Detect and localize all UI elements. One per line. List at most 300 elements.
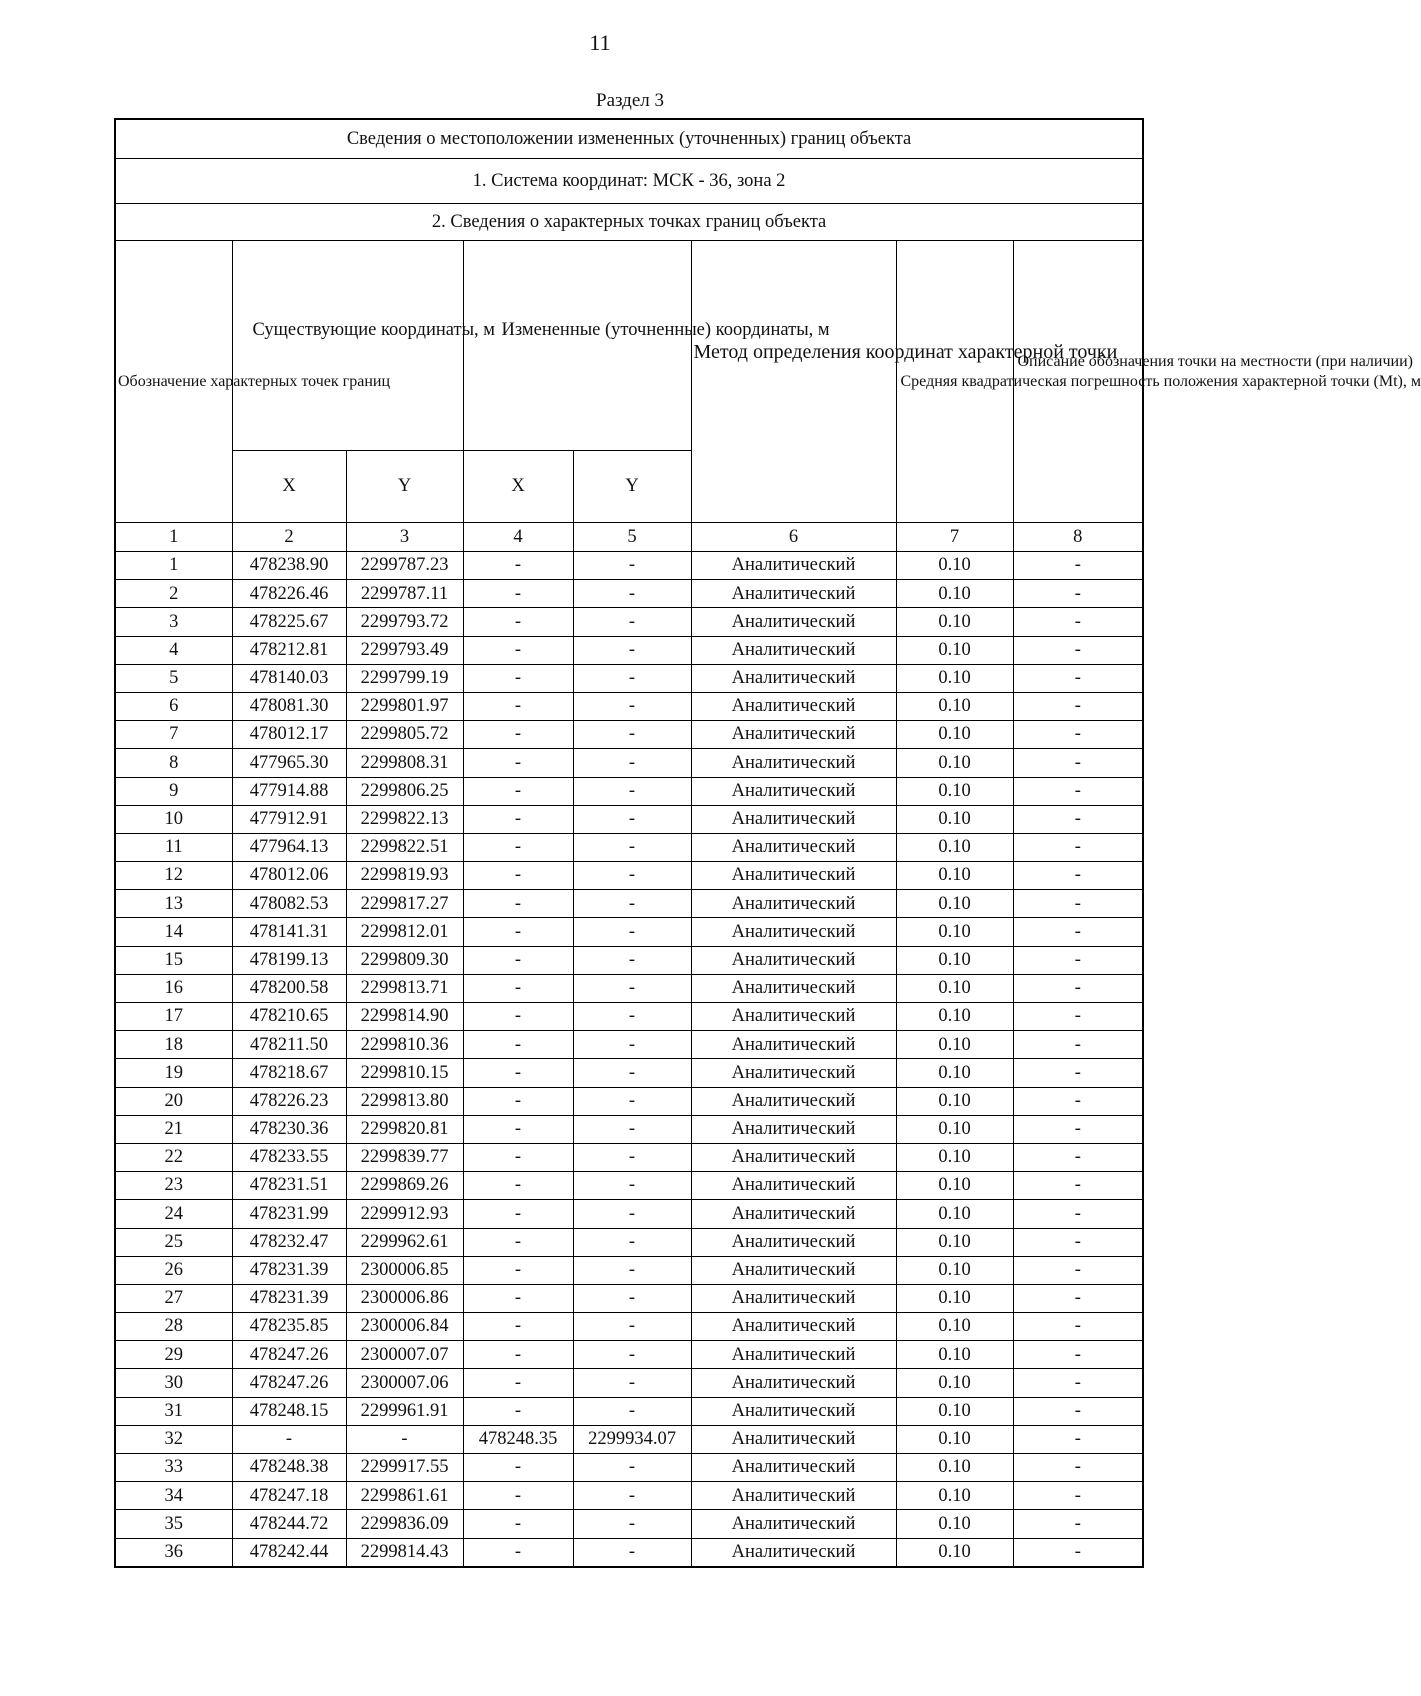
coord-system: 1. Система координат: МСК - 36, зона 2 [115, 159, 1143, 204]
cell-existing-y: 2299839.77 [346, 1143, 463, 1171]
header-description: Описание обозначения точки на местности (при наличии) [1013, 241, 1143, 523]
table-row [115, 1425, 1143, 1453]
cell-existing-y: 2299962.61 [346, 1228, 463, 1256]
cell-description: - [1013, 749, 1143, 777]
cell-existing-x: 478210.65 [232, 1003, 346, 1031]
cell-method: Аналитический [691, 1172, 896, 1200]
cell-point-number: 25 [115, 1228, 232, 1256]
cell-method: Аналитический [691, 721, 896, 749]
cell-point-number: 13 [115, 890, 232, 918]
cell-existing-y: 2299793.49 [346, 636, 463, 664]
cell-method: Аналитический [691, 805, 896, 833]
cell-changed-x: - [463, 664, 573, 692]
cell-point-number: 35 [115, 1510, 232, 1538]
cell-existing-y: 2299810.15 [346, 1059, 463, 1087]
cell-error: 0.10 [896, 1482, 1013, 1510]
table-row [115, 777, 1143, 805]
cell-existing-y: 2299808.31 [346, 749, 463, 777]
cell-description: - [1013, 1115, 1143, 1143]
cell-point-number: 3 [115, 608, 232, 636]
cell-changed-y: - [573, 777, 691, 805]
cell-changed-x: 478248.35 [463, 1425, 573, 1453]
cell-changed-x: - [463, 1003, 573, 1031]
cell-existing-x: 478211.50 [232, 1031, 346, 1059]
cell-changed-x: - [463, 777, 573, 805]
cell-description: - [1013, 1200, 1143, 1228]
cell-point-number: 1 [115, 552, 232, 580]
cell-point-number: 18 [115, 1031, 232, 1059]
table-row [115, 1200, 1143, 1228]
table-row [115, 721, 1143, 749]
cell-error: 0.10 [896, 1425, 1013, 1453]
cell-description: - [1013, 1256, 1143, 1284]
header-x-existing: X [232, 451, 346, 523]
cell-changed-y: - [573, 946, 691, 974]
cell-changed-x: - [463, 580, 573, 608]
cell-changed-y: - [573, 1482, 691, 1510]
cell-changed-y: - [573, 1031, 691, 1059]
cell-existing-x: 478233.55 [232, 1143, 346, 1171]
cell-description: - [1013, 1538, 1143, 1567]
cell-changed-y: - [573, 805, 691, 833]
cell-point-number: 17 [115, 1003, 232, 1031]
cell-method: Аналитический [691, 1538, 896, 1567]
cell-description: - [1013, 721, 1143, 749]
cell-point-number: 4 [115, 636, 232, 664]
cell-error: 0.10 [896, 721, 1013, 749]
cell-existing-x: 478248.38 [232, 1454, 346, 1482]
cell-point-number: 20 [115, 1087, 232, 1115]
table-row [115, 1087, 1143, 1115]
cell-existing-x: 478231.39 [232, 1284, 346, 1312]
cell-method: Аналитический [691, 1200, 896, 1228]
cell-existing-y: 2300006.84 [346, 1313, 463, 1341]
cell-changed-y: - [573, 636, 691, 664]
cell-point-number: 26 [115, 1256, 232, 1284]
table-row [115, 1115, 1143, 1143]
cell-point-number: 29 [115, 1341, 232, 1369]
column-number: 7 [896, 523, 1013, 552]
table-row [115, 749, 1143, 777]
cell-description: - [1013, 1087, 1143, 1115]
cell-changed-x: - [463, 749, 573, 777]
cell-existing-y: 2299805.72 [346, 721, 463, 749]
cell-changed-x: - [463, 1200, 573, 1228]
cell-existing-y: 2299801.97 [346, 692, 463, 720]
cell-changed-y: - [573, 1397, 691, 1425]
cell-description: - [1013, 664, 1143, 692]
cell-method: Аналитический [691, 1510, 896, 1538]
cell-existing-x: 478244.72 [232, 1510, 346, 1538]
header-y-changed: Y [573, 451, 691, 523]
cell-point-number: 14 [115, 918, 232, 946]
cell-method: Аналитический [691, 749, 896, 777]
table-row [115, 918, 1143, 946]
cell-point-number: 16 [115, 974, 232, 1002]
cell-error: 0.10 [896, 974, 1013, 1002]
cell-changed-x: - [463, 1510, 573, 1538]
cell-changed-y: - [573, 1538, 691, 1567]
column-number: 8 [1013, 523, 1143, 552]
cell-existing-y: 2299836.09 [346, 1510, 463, 1538]
cell-error: 0.10 [896, 890, 1013, 918]
cell-method: Аналитический [691, 1003, 896, 1031]
cell-existing-x: 478141.31 [232, 918, 346, 946]
cell-error: 0.10 [896, 1369, 1013, 1397]
cell-changed-x: - [463, 1284, 573, 1312]
cell-existing-y: 2300006.86 [346, 1284, 463, 1312]
cell-error: 0.10 [896, 918, 1013, 946]
cell-description: - [1013, 1031, 1143, 1059]
cell-method: Аналитический [691, 1256, 896, 1284]
cell-method: Аналитический [691, 1143, 896, 1171]
cell-error: 0.10 [896, 1003, 1013, 1031]
cell-existing-y: 2299810.36 [346, 1031, 463, 1059]
cell-changed-x: - [463, 1256, 573, 1284]
column-number: 5 [573, 523, 691, 552]
cell-error: 0.10 [896, 1031, 1013, 1059]
cell-error: 0.10 [896, 664, 1013, 692]
cell-existing-x: 478200.58 [232, 974, 346, 1002]
cell-existing-y: 2299793.72 [346, 608, 463, 636]
column-number: 1 [115, 523, 232, 552]
cell-method: Аналитический [691, 552, 896, 580]
cell-changed-x: - [463, 862, 573, 890]
cell-existing-y: 2299861.61 [346, 1482, 463, 1510]
cell-changed-y: - [573, 1115, 691, 1143]
cell-existing-y: 2299822.13 [346, 805, 463, 833]
header-existing: Существующие координаты, м [232, 241, 463, 451]
cell-method: Аналитический [691, 918, 896, 946]
cell-changed-y: - [573, 1087, 691, 1115]
cell-existing-x: 478247.26 [232, 1341, 346, 1369]
cell-existing-x: 478232.47 [232, 1228, 346, 1256]
column-number-row [115, 523, 1143, 552]
points-info: 2. Сведения о характерных точках границ объекта [115, 204, 1143, 241]
cell-changed-y: - [573, 552, 691, 580]
cell-description: - [1013, 1369, 1143, 1397]
cell-existing-y: 2300006.85 [346, 1256, 463, 1284]
cell-existing-y: 2300007.06 [346, 1369, 463, 1397]
cell-description: - [1013, 805, 1143, 833]
cell-existing-x: 478081.30 [232, 692, 346, 720]
table-row [115, 1228, 1143, 1256]
cell-changed-y: - [573, 1313, 691, 1341]
cell-point-number: 27 [115, 1284, 232, 1312]
cell-method: Аналитический [691, 1284, 896, 1312]
cell-description: - [1013, 1425, 1143, 1453]
cell-existing-y: 2299869.26 [346, 1172, 463, 1200]
cell-point-number: 10 [115, 805, 232, 833]
cell-error: 0.10 [896, 1510, 1013, 1538]
cell-existing-x: 478238.90 [232, 552, 346, 580]
cell-changed-y: - [573, 1143, 691, 1171]
cell-description: - [1013, 1059, 1143, 1087]
cell-existing-y: 2299813.71 [346, 974, 463, 1002]
cell-point-number: 5 [115, 664, 232, 692]
cell-existing-y: 2300007.07 [346, 1341, 463, 1369]
cell-method: Аналитический [691, 974, 896, 1002]
cell-existing-y: 2299787.23 [346, 552, 463, 580]
cell-existing-x: 478226.46 [232, 580, 346, 608]
cell-point-number: 11 [115, 833, 232, 861]
cell-changed-y: - [573, 1369, 691, 1397]
cell-changed-y: - [573, 833, 691, 861]
table-row [115, 1369, 1143, 1397]
cell-existing-y: 2299822.51 [346, 833, 463, 861]
cell-error: 0.10 [896, 749, 1013, 777]
cell-existing-y: 2299787.11 [346, 580, 463, 608]
cell-error: 0.10 [896, 946, 1013, 974]
cell-point-number: 32 [115, 1425, 232, 1453]
cell-description: - [1013, 1172, 1143, 1200]
cell-existing-y: 2299820.81 [346, 1115, 463, 1143]
header-method: Метод определения координат характерной точки [691, 241, 896, 523]
cell-changed-y: - [573, 692, 691, 720]
cell-changed-x: - [463, 721, 573, 749]
cell-changed-y: - [573, 918, 691, 946]
cell-method: Аналитический [691, 1454, 896, 1482]
table-row [115, 552, 1143, 580]
table-row [115, 1313, 1143, 1341]
cell-method: Аналитический [691, 692, 896, 720]
table-row [115, 833, 1143, 861]
table-row [115, 1284, 1143, 1312]
cell-changed-y: - [573, 580, 691, 608]
table-row [115, 580, 1143, 608]
cell-description: - [1013, 862, 1143, 890]
column-number: 6 [691, 523, 896, 552]
cell-existing-x: 478140.03 [232, 664, 346, 692]
cell-point-number: 30 [115, 1369, 232, 1397]
cell-changed-y: - [573, 890, 691, 918]
table-row [115, 1341, 1143, 1369]
table-row [115, 1397, 1143, 1425]
cell-existing-x: 477964.13 [232, 833, 346, 861]
cell-point-number: 23 [115, 1172, 232, 1200]
cell-changed-x: - [463, 1341, 573, 1369]
cell-changed-y: - [573, 1284, 691, 1312]
cell-existing-x: 478212.81 [232, 636, 346, 664]
cell-error: 0.10 [896, 833, 1013, 861]
cell-point-number: 31 [115, 1397, 232, 1425]
table-row [115, 1454, 1143, 1482]
cell-existing-y: 2299961.91 [346, 1397, 463, 1425]
cell-changed-x: - [463, 1454, 573, 1482]
cell-changed-y: - [573, 721, 691, 749]
table-title-row [115, 119, 1143, 159]
cell-changed-y: - [573, 1510, 691, 1538]
points-info-row [115, 204, 1143, 241]
cell-changed-x: - [463, 946, 573, 974]
cell-point-number: 19 [115, 1059, 232, 1087]
cell-existing-x: 478082.53 [232, 890, 346, 918]
column-number: 2 [232, 523, 346, 552]
cell-description: - [1013, 1284, 1143, 1312]
table-row [115, 692, 1143, 720]
cell-existing-y: 2299813.80 [346, 1087, 463, 1115]
cell-changed-y: - [573, 1454, 691, 1482]
cell-error: 0.10 [896, 636, 1013, 664]
table-row [115, 1510, 1143, 1538]
table-row [115, 664, 1143, 692]
cell-description: - [1013, 580, 1143, 608]
cell-existing-x: 478231.39 [232, 1256, 346, 1284]
header-x-changed: X [463, 451, 573, 523]
cell-description: - [1013, 946, 1143, 974]
cell-point-number: 2 [115, 580, 232, 608]
cell-changed-y: - [573, 862, 691, 890]
cell-existing-x: 478231.51 [232, 1172, 346, 1200]
cell-method: Аналитический [691, 608, 896, 636]
cell-error: 0.10 [896, 692, 1013, 720]
cell-changed-y: - [573, 1256, 691, 1284]
cell-method: Аналитический [691, 636, 896, 664]
cell-existing-y: 2299819.93 [346, 862, 463, 890]
cell-changed-y: - [573, 1172, 691, 1200]
cell-existing-y: 2299799.19 [346, 664, 463, 692]
cell-changed-y: - [573, 974, 691, 1002]
cell-description: - [1013, 1341, 1143, 1369]
cell-method: Аналитический [691, 1341, 896, 1369]
cell-existing-x: 478247.26 [232, 1369, 346, 1397]
cell-point-number: 24 [115, 1200, 232, 1228]
cell-existing-y: 2299809.30 [346, 946, 463, 974]
cell-error: 0.10 [896, 608, 1013, 636]
cell-error: 0.10 [896, 1284, 1013, 1312]
cell-existing-x: 477914.88 [232, 777, 346, 805]
cell-point-number: 7 [115, 721, 232, 749]
cell-changed-x: - [463, 890, 573, 918]
cell-point-number: 34 [115, 1482, 232, 1510]
table-row [115, 1003, 1143, 1031]
cell-description: - [1013, 552, 1143, 580]
cell-changed-x: - [463, 1031, 573, 1059]
cell-description: - [1013, 890, 1143, 918]
header-row [115, 241, 1143, 451]
cell-error: 0.10 [896, 552, 1013, 580]
cell-existing-x: 477912.91 [232, 805, 346, 833]
cell-method: Аналитический [691, 664, 896, 692]
cell-description: - [1013, 1510, 1143, 1538]
table-row [115, 974, 1143, 1002]
cell-description: - [1013, 1143, 1143, 1171]
cell-method: Аналитический [691, 1369, 896, 1397]
table-row [115, 946, 1143, 974]
cell-existing-x: 478218.67 [232, 1059, 346, 1087]
cell-existing-x: 478248.15 [232, 1397, 346, 1425]
cell-description: - [1013, 1454, 1143, 1482]
cell-method: Аналитический [691, 862, 896, 890]
cell-changed-y: - [573, 1200, 691, 1228]
cell-existing-x: 477965.30 [232, 749, 346, 777]
cell-changed-x: - [463, 692, 573, 720]
table-row [115, 1256, 1143, 1284]
cell-changed-y: - [573, 749, 691, 777]
cell-description: - [1013, 608, 1143, 636]
cell-point-number: 36 [115, 1538, 232, 1567]
table-row [115, 1482, 1143, 1510]
cell-method: Аналитический [691, 580, 896, 608]
cell-point-number: 21 [115, 1115, 232, 1143]
cell-point-number: 22 [115, 1143, 232, 1171]
cell-existing-x: - [232, 1425, 346, 1453]
cell-description: - [1013, 833, 1143, 861]
cell-changed-x: - [463, 1143, 573, 1171]
cell-error: 0.10 [896, 1200, 1013, 1228]
cell-method: Аналитический [691, 1397, 896, 1425]
cell-existing-y: - [346, 1425, 463, 1453]
table-row [115, 1059, 1143, 1087]
cell-error: 0.10 [896, 1059, 1013, 1087]
cell-changed-y: - [573, 664, 691, 692]
cell-existing-x: 478230.36 [232, 1115, 346, 1143]
cell-method: Аналитический [691, 1228, 896, 1256]
cell-point-number: 15 [115, 946, 232, 974]
cell-description: - [1013, 692, 1143, 720]
cell-changed-y: - [573, 1059, 691, 1087]
cell-existing-x: 478242.44 [232, 1538, 346, 1567]
cell-changed-x: - [463, 1397, 573, 1425]
cell-changed-x: - [463, 1482, 573, 1510]
cell-existing-y: 2299814.43 [346, 1538, 463, 1567]
cell-error: 0.10 [896, 1454, 1013, 1482]
cell-description: - [1013, 1228, 1143, 1256]
cell-changed-x: - [463, 1059, 573, 1087]
cell-changed-x: - [463, 636, 573, 664]
header-y-existing: Y [346, 451, 463, 523]
coord-system-row [115, 159, 1143, 204]
cell-error: 0.10 [896, 1228, 1013, 1256]
cell-description: - [1013, 636, 1143, 664]
table-row [115, 890, 1143, 918]
cell-point-number: 9 [115, 777, 232, 805]
cell-method: Аналитический [691, 833, 896, 861]
cell-method: Аналитический [691, 1031, 896, 1059]
cell-existing-y: 2299806.25 [346, 777, 463, 805]
cell-description: - [1013, 1313, 1143, 1341]
cell-changed-y: - [573, 1228, 691, 1256]
cell-description: - [1013, 974, 1143, 1002]
points-table [114, 118, 1421, 1568]
column-number: 4 [463, 523, 573, 552]
table-row [115, 1031, 1143, 1059]
cell-changed-y: - [573, 1341, 691, 1369]
cell-description: - [1013, 1397, 1143, 1425]
cell-changed-x: - [463, 552, 573, 580]
cell-point-number: 6 [115, 692, 232, 720]
cell-method: Аналитический [691, 777, 896, 805]
cell-method: Аналитический [691, 946, 896, 974]
table-row [115, 1143, 1143, 1171]
cell-changed-x: - [463, 918, 573, 946]
cell-method: Аналитический [691, 890, 896, 918]
cell-error: 0.10 [896, 1172, 1013, 1200]
cell-error: 0.10 [896, 1341, 1013, 1369]
table-row [115, 805, 1143, 833]
table-row [115, 1538, 1143, 1567]
cell-existing-x: 478012.06 [232, 862, 346, 890]
cell-changed-x: - [463, 1369, 573, 1397]
cell-changed-x: - [463, 1115, 573, 1143]
cell-changed-x: - [463, 805, 573, 833]
cell-error: 0.10 [896, 805, 1013, 833]
cell-error: 0.10 [896, 1115, 1013, 1143]
cell-point-number: 28 [115, 1313, 232, 1341]
cell-method: Аналитический [691, 1482, 896, 1510]
cell-point-number: 12 [115, 862, 232, 890]
cell-existing-x: 478247.18 [232, 1482, 346, 1510]
